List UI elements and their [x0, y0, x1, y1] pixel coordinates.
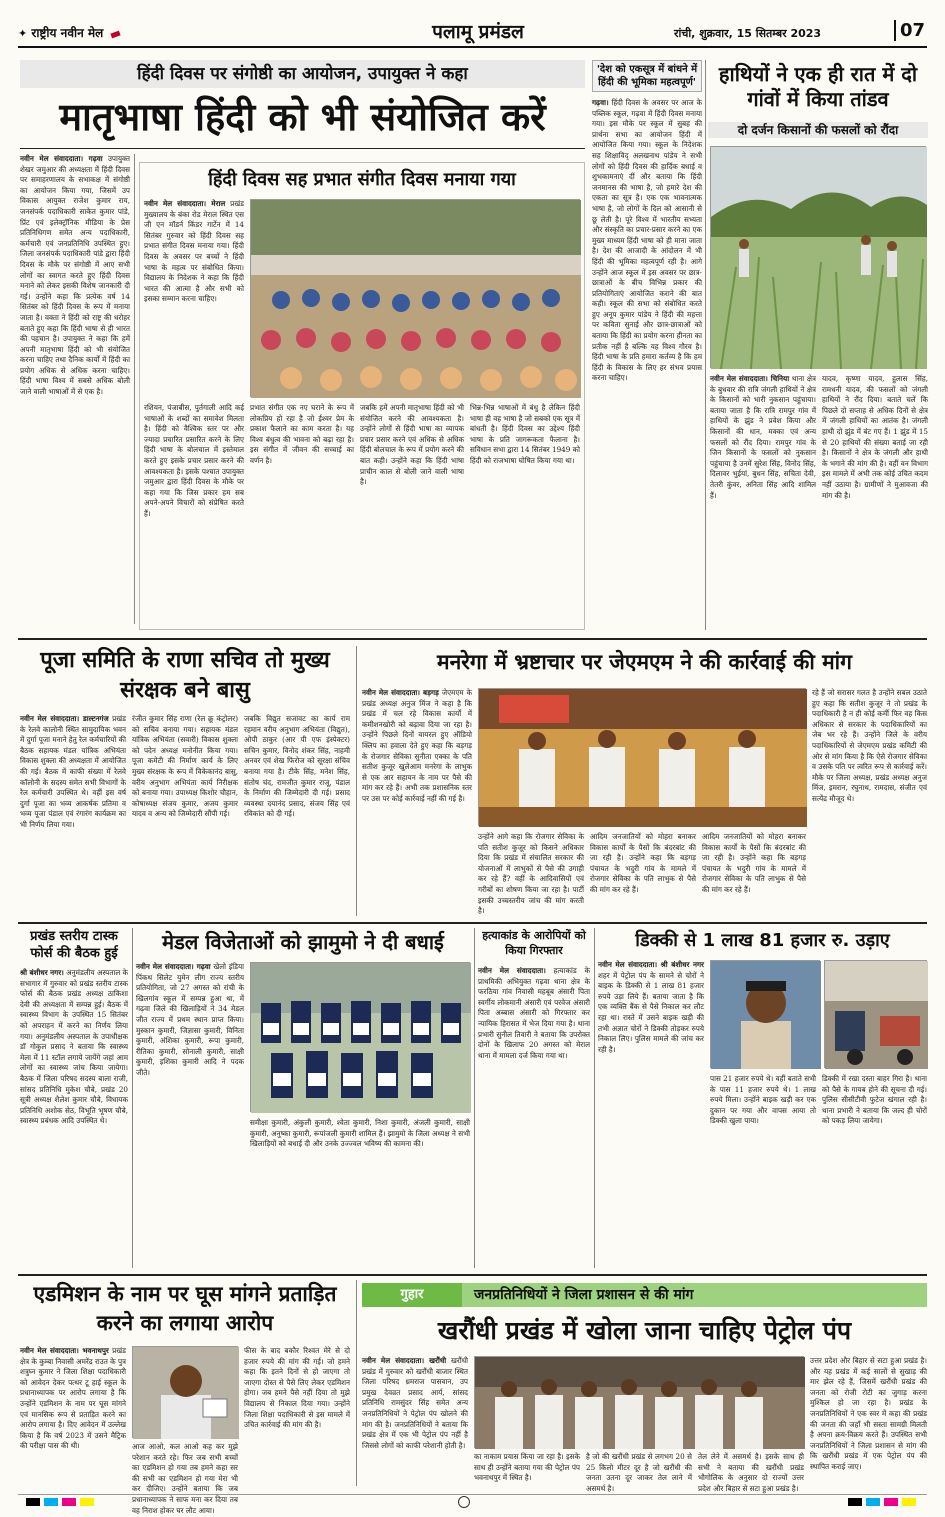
masthead	[18, 18, 927, 48]
story4-col1: नवीन मेल संवाददाता। चिनिया थाना क्षेत्र के बुधवार की रात्रि जंगली हाथियों ने क्षेत्र के किसानों को भारी नुकसान पहुंचाया। बताया जाता है कि रात्रि रामपुर गांव में हाथियों के झुंड ने प्रवेश किया और किसानों की धान, मक्का एवं अन्य फसलों को रौंद दिया। रामपुर गांव के जिन किसानों के फसलों को नुकसान पहुंचाया है उनमें सुरेश सिंह, विनोद सिंह, दिलावर भुईयां, बुधन सिंह, सचिता देवी, तेतरी कुंवर, अनिता सिंह आदि शामिल हैं।	[710, 374, 816, 500]
story4-col2: यादव, कृष्णा यादव, हुलास सिंह, रामधनी यादव, की फसलों को जंगली हाथियों ने रौंद दिया। बताते चलें कि पिछले दो सप्ताह से अधिक दिनों से क्षेत्र में जंगली हाथियों का आतंक है। जंगली हाथी दो झुंड में बंट गए हैं। 1 झुंड में 15 से 20 हाथियों की संख्या बताई जा रही है। किसानों ने क्षेत्र के जंगली और हाथी के भगाने की मांग की है। वहीं वन विभाग इस मामले में अभी तक कोई उचित कदम नहीं उठाया है। ग्रामीणों ने मुआवजा की मांग की है।	[822, 374, 928, 500]
story12-tag: गुहार	[362, 1283, 462, 1307]
story9-headline: हत्याकांड के आरोपियों को किया गिरफ्तार	[482, 929, 586, 957]
story2-headline: हिंदी दिवस सह प्रभात संगीत दिवस मनाया गया	[208, 169, 516, 190]
story8-col2: समीक्षा कुमारी, अंकुली कुमारी, श्वेता कुमारी, निशा कुमारी, अंजली कुमारी, साक्षी कुमारी, अनुष्का कुमारी, रूपांजली कुमारी शामिल हैं। झामुमो के जिला अध्यक्ष ने सभी खिलाड़ियों को बधाई दी और उनके उज्ज्वल भविष्य की कामना की।	[250, 1118, 470, 1149]
story2-col1: नवीन मेल संवाददाता। मेराल प्रखंड मुख्यालय के बंका रोड मेराल स्थित एस जी एन मॉडर्न किंडर गार्टेन में 14 सितंबर गुरुवार को हिंदी दिवस सह प्रभात संगीत दिवस मनाया गया। हिंदी दिवस के अवसर पर बच्चों ने हिंदी भाषा के महत्व पर संबोधित किया। विद्यालय के निदेशक ने कहा कि हिंदी भारत की आत्मा है और सभी को इसका सम्मान करना चाहिए।	[144, 199, 244, 304]
color-swatch-magenta-2	[884, 1498, 898, 1506]
street-scene-photo-art	[825, 961, 928, 1069]
story6-col3: आदिम जनजातियों को मोहरा बनाकर विकास कार्यों के पैसों कि बंदरबांट की जा रही है। उन्होंने कहा कि बड़गड़ पंचायत के भदुरी गांव के मामले में रोजगार सेविका के पति लाभुक से पैसे की मांग कर रहे हैं।	[590, 832, 696, 894]
story4-headline: हाथियों ने एक ही रात में दो गांवों में किया तांडव	[718, 62, 918, 111]
bird-icon: ✦	[18, 27, 28, 40]
story1-headline: मातृभाषा हिंदी को भी संयोजित करें	[59, 95, 546, 139]
story5-col2: रंजीत कुमार सिंह राणा (रेल क्रू कंट्रोलर) को सचिव बनाया गया। सहायक मंडल यांत्रिक अभियंता (सवारी) विकास शुक्ला को पदेन अध्यक्ष मनोनीत किया गया। पूजा कमेटी की निर्माण कार्य के लिए मुख्य संरक्षक के रूप में विकेकानंद बासु, वरीय अनुभाग अभियंता कार्य निरीक्षक को बनाया गया। उपाध्यक्ष किशोर चौहान, कोषाध्यक्ष संजय कुमार, अजय कुमार यादव व अन्य को जिम्मेदारी सौंपी गई।	[132, 714, 238, 819]
story7-headline: प्रखंड स्तरीय टास्क फोर्स की बैठक हुई	[30, 929, 118, 961]
story10-col1: नवीन मेल संवाददाता। श्री बंशीधर नगर शहर में पेट्रोल पंप के सामने से चोरों ने बाइक के डिक्की से 1 लाख 81 हजार रुपये उड़ा लिये हैं। बताया जाता है कि एक व्यक्ति बैंक से पैसे निकाल कर लौट रहा था। रास्ते में उसने बाइक खड़ी की तभी अज्ञात चोरों ने डिक्की तोड़कर रुपये निकाल लिए। पुलिस मामले की जांच कर रही है।	[598, 960, 704, 1054]
story6-col1: नवीन मेल संवाददाता। बड़गड़ जेएमएम के प्रखंड अध्यक्ष अनुज मिंज ने कहा है कि प्रखंड में चल रहे विकास कार्यों में कमीशनखोरी को बढ़ावा दिया जा रहा है। उन्होंने पिछले दिनों वायरल हुए ऑडियो क्लिप का हवाला देते हुए कहा कि बड़गड़ के रोजगार सेविका सुनीता एक्का के पति सतीश कुजूर खुलेआम मनरेगा के लाभुक से एक आर सहायन के नाम पर पैसे की मांग कर रहे हैं। अभी तक प्रशासनिक स्तर पर उस पर कोई कार्रवाई नहीं की गई है।	[362, 688, 472, 803]
story12-col4: तेल लेने में असमर्थ है। इसके साथ ही सभी ने बताया की खरौंधी प्रखंड भौगोलिक के अनुसार दो राज्यों उत्तर प्रदेश और बिहार से सटा हुआ प्रखंड है।	[698, 1452, 804, 1493]
story10-headline: डिक्की से 1 लाख 81 हजार रु. उड़ाए	[635, 930, 890, 951]
red-dash-icon	[111, 31, 121, 39]
story3-headline: 'देश को एकसूत्र में बांधने में हिंदी की भूमिका महत्वपूर्ण'	[592, 60, 702, 92]
story2-col3: प्रभात संगीत एक नए घराने के रूप में लोकप्रिय हो रहा है जो ईश्वर प्रेम के प्रकाश फैलाने का काम करता है। यह विश्व बंधुत्व की भावना को बढ़ा रहा है। इस संगीत में जीवन की सच्चाई का वर्णन है।	[250, 403, 354, 465]
students-photo-art	[251, 200, 581, 398]
story3-body: गढ़वा। हिंदी दिवस के अवसर पर आज के पब्लिक स्कूल, गढ़वा में हिंदी दिवस मनाया गया। इस मौके पर स्कूल में सुबह की प्रार्थना सभा का आयोजन हिंदी में आयोजित किया गया। स्कूल के निदेशक सह शिक्षाविद् अलखनाथ पांडेय ने सभी लोगों को हिंदी दिवस की हार्दिक बधाई व शुभकामनाएं दीं और बताया कि हिंदी जनमानस की भाषा है, जो हमारे देश की एकता का सूत्र है। एक एक भावनात्मक भाषा है, जो लोगों के दिल को आसानी से छू लेती है। पूरे विश्व में भारतीय सभ्यता और संस्कृति का प्रचार-प्रसार करने का एक मुख्य माध्यम हिंदी भाषा को ही माना जाता है। देश की आजादी के आंदोलन में भी हिंदी की भूमिका महत्वपूर्ण रही है। आगे उन्होंने आज स्कूल में इस अवसर पर छात्र-छात्राओं के बीच विभिन्न प्रकार की प्रतियोगिताएं आयोजित कराने की बात कही। स्कूल की सभा को संबोधित करते हुए अनूप कुमार पांडेय ने हिंदी की महत्ता पर कविता सुनाई और छात्र-छात्राओं को बताया कि हिंदी का प्रयोग करना हीनता का प्रतीक नहीं है बल्कि यह विश्व गौरव है। हिंदी भाषा के प्रति हमारा कर्तव्य है कि हम हिंदी के विकास के लिए हर संभव प्रयास करना चाहिए।	[592, 98, 702, 383]
print-registration-strip	[18, 1494, 927, 1508]
story9-body: नवीन मेल संवाददाता। हत्याकांड के प्राथमिकी अभियुक्त गढ़वा थाना क्षेत्र के फरठिया गांव निवासी महबूब अंसारी पिता स्वर्गीय लोकमानी अंसारी एवं परवेज अंसारी पिता अब्बास अंसारी को गिरफ्तार कर न्यायिक हिरासत में भेज दिया गया है। थाना प्रभारी सुनील तिवारी ने बताया कि उपरोक्त दोनों के खिलाफ 20 अगस्त को मेराल थाना में मामला दर्ज किया गया था।	[478, 966, 590, 1060]
section-title: पलामू प्रमंडल	[432, 21, 524, 43]
story1-byline: नवीन मेल संवाददाता। गढ़वा	[20, 154, 103, 163]
story1-text: उपायुक्त शेखर जमुआर की अध्यक्षता में हिंदी दिवस पर समाहरणालय के सभाकक्ष में संगोष्ठी का आयोजन किया गया, जिसमें उप विकास आयुक्त राजेश कुमार राय, जनसंपर्क पदाधिकारी साकेत कुमार पांडे, प्रिंट एवं इलेक्ट्रॉनिक मीडिया के प्रेस प्रतिनिधिगण समेत अन्य पदाधिकारी, कर्मचारी एवं जनप्रतिनिधि उपस्थित हुए। जिला जनसंपर्क पदाधिकारी पांडे द्वारा हिंदी दिवस के मौके पर संगोष्ठी में आए सभी लोगों का स्वागत करते हुए हिंदी दिवस मनाने को लेकर इसकी विशेष जानकारी दी गई। उन्होंने कहा कि प्रत्येक वर्ष 14 सितंबर को हिंदी दिवस के रूप में मनाया जाता है। वक्ता ने हिंदी को राष्ट्र की धरोहर बताते हुए कहा कि हिंदी भाषा से ही भारत की पहचान है। उपायुक्त ने कहा कि हमें अपनी मातृभाषा हिंदी को भी संयोजित करना चाहिए तथा दैनिक कार्यों में हिंदी का प्रयोग अधिक से अधिक करना चाहिए। हिंदी भाषा विश्व में सबसे अधिक बोली जाने वाली भाषाओं में से एक है।	[20, 154, 130, 397]
story12-col1: नवीन मेल संवाददाता। खरौंधी खरौंधी प्रखंड में गुरुवार को खरौंधी बाजार स्थित जिला परिषद ध्रमराज पासवान, उप प्रमुख देवव्रत प्रसाद आर्य, सांसद प्रतिनिधि रामसुंदर सिंह समेत अन्य जनप्रतिनिधियों ने पेट्रोल पंप खोलने की मांग की है। जनप्रतिनिधियों ने बताया कि प्रखंड क्षेत्र में एक भी पेट्रोल पंप नहीं है जिससे लोगों को काफी परेशानी होती है।	[362, 1356, 468, 1450]
story11-photo-student	[132, 1346, 238, 1438]
story4-photo-field	[710, 146, 926, 368]
story11-col2: फीस के बाद बकौर रिश्वत मेरे से दो हजार रुपये की मांग की गई। जो हमने कहा कि इतने दिनों से हो जाएगा तो जाएगा दोस्त से पैसे लिए लेकर एडमिशन होगा। जब हमने पैसे नहीं दिया तो मुझे विद्यालय से निकाल दिया गया। उन्होंने जिला शिक्षा पदाधिकारी से इस मामले में उचित कार्रवाई की मांग की है।	[244, 1346, 350, 1430]
story2-col4: जबकि हमें अपनी मातृभाषा हिंदी को भी संयोजित करने की आवश्यकता है। उन्होंने लोगों से हिंदी भाषा का व्यापक प्रचार प्रसार करने एवं अधिक से अधिक हिंदी बोलचाल के रूप में प्रयोग करने की बात कही। उन्होंने कहा कि हिंदी भाषा प्राचीन काल से बोली जाने वाली भाषा है।	[360, 403, 464, 487]
man-portrait-art	[711, 961, 821, 1069]
student-photo-art	[133, 1347, 239, 1439]
registration-mark-icon	[458, 1496, 470, 1508]
story6-col4: रहे हैं जो सरासर गलत है उन्होंने सबल उठाते हुए कहा कि सतीश कुजूर ने तो प्रखंड के पदाधिकारी है न ही कोई कर्मी फिर वह किस अधिकार से सरकार के पदाधिकारियों का जेब भर रहे हैं। उन्होंने जिले के वरीय पदाधिकारियों से जेएमएम प्रखंड कमिटी की ओर से मांग किया है कि ऐसे रोजगार सेविका व उसके पति पर त्वरित रूप से कार्रवाई करें। मौके पर जिला अध्यक्ष, प्रखंड अध्यक्ष अनुज मिंज, इमरान, रघुनाथ, रामदास, संजीत एवं सत्येंद्र मौजूद थे।	[812, 688, 927, 803]
story12-col5: उत्तर प्रदेश और बिहार से सटा हुआ प्रखंड है। और यह प्रखंड में कई सालों से सुखाड़ की मार झेल रहे हैं, जिसमें खरौंधी प्रखंड की जनता को रोजी रोटी का जुगाड़ करना मुश्किल हो जा रहा है। प्रखंड के जनप्रतिनिधियों ने एक स्वर में कहा की प्रखंड की जनता की जहाँ भी सस्ता सामग्री मिलती है अपना क्रय-विक्रय करते हैं। उपस्थित सभी जनप्रतिनिधियों ने जिला प्रशासन से मांग की कि खरौंधी प्रखंड में एक पेट्रोल पंप की स्थापित कराई जाए।	[810, 1356, 927, 1471]
color-swatch-yellow-2	[902, 1498, 916, 1506]
color-swatch-cyan-2	[866, 1498, 880, 1506]
paper-logo	[18, 24, 120, 41]
story12-headline: खरौंधी प्रखंड में खोला जाना चाहिए पेट्रोल पंप	[437, 1316, 852, 1345]
story4-subhead: दो दर्जन किसानों की फसलों को रौंदा	[708, 122, 928, 138]
story8-col1: नवीन मेल संवाददाता। गढ़वा खेलो इंडिया पिंकथ सिलेट युमेन लीग राज्य स्तरीय प्रतियोगिता, जो 27 अगस्त को रांची के खिलगांव स्कूल में सम्पन्न हुआ था, में गढ़वा जिले की खिलाड़ियों ने 34 मेडल जीत राज्य में प्रथम स्थान प्राप्त किया। मुस्कान कुमारी, जिज्ञासा कुमारी, विनिता कुमारी, अंशिका कुमारी, रूपा कुमारी, रीतिका कुमारी, सोनाली कुमारी, साक्षी कुमारी, इशिका कुमारी आदि ने पदक जीते।	[136, 962, 244, 1077]
story6-col2: उन्होंने आगे कहा कि रोजगार सेविका के पति सतीश कुजूर को किसने अधिकार दिया कि प्रखंड में संचालित सरकार की योजनाओं में लाभुकों से पैसे की उगाही कर रहे हैं? वहीं के आदिवासियों एवं गरीबों का शोषण किया जा रहा है। पार्टी इसकी उच्चस्तरीय जांच की मांग करती है।	[478, 832, 584, 916]
jmm-meeting-photo-art	[479, 689, 807, 827]
story12-photo-group	[474, 1356, 804, 1448]
color-swatch-black	[26, 1498, 40, 1506]
story11-col3: आज आओ, कल आओ कह कर मुझे परेशान करते रहे। फिर जब सभी बच्चों का एडमिशन हो गया तब हमने कहा सर की सभी का एडमिशन हो गया मेरा भी कर दीजिए। उन्होंने बताया कि जब प्रधानाध्यापक ने साफ मना कर दिया तब वह निराश होकर घर लौट आया।	[132, 1442, 238, 1515]
crop-field-photo-art	[711, 147, 927, 369]
story5-headline: पूजा समिति के राणा सचिव तो मुख्य संरक्षक बने बासु	[40, 648, 330, 703]
medalists-photo-art	[251, 963, 471, 1113]
story5-col3: जबकि विद्युत सजावट का कार्य राम रहमान वरीय अनुभाग अभियंता (विद्युत), ओपी ठाकुर (आर पी एफ इंस्पेक्टर) सचिन कुमार, विनोद शंकर सिंह, नाहमी अनवर एवं शेख फिरोज को सूरक्षा संचिव बनाया गया है। टीके सिंह, मनेश सिंह, संतोष चंद, रामजीत कुमार राजू, पंडाल के निर्माण की जिम्मेदारी दी गई। प्रसाद व्यवस्था दयानंद प्रसाद, संजय सिंह एवं रविकांत को दी गई।	[244, 714, 350, 819]
color-swatch-magenta	[62, 1498, 76, 1506]
dateline: रांची, शुक्रवार, 15 सितम्बर 2023	[674, 27, 822, 40]
story2-byline: नवीन मेल संवाददाता। मेराल	[144, 199, 226, 208]
color-swatch-black-2	[848, 1498, 862, 1506]
story8-headline: मेडल विजेताओं को झामुमो ने दी बधाई	[162, 930, 444, 954]
group-photo-art	[475, 1357, 805, 1449]
page-number: 07	[894, 20, 925, 41]
story3	[592, 60, 702, 630]
story6-headline: मनरेगा में भ्रष्टाचार पर जेएमएम ने की कार्रवाई की मांग	[437, 650, 852, 674]
story12-kicker: जनप्रतिनिधियों ने जिला प्रशासन से की मांग	[474, 1287, 694, 1303]
story2-photo-students	[250, 199, 580, 397]
story10-col3: डिक्की में रखा दस्ता बाहर गिरा है। थाना को पैसे के गायब होने की सूचना दी गई। पुलिस सीसीटीवी फुटेज खंगाल रही है। थाना प्रभारी ने बताया कि जल्द ही चोरों को पकड़ लिया जायेगा।	[822, 1074, 927, 1126]
paper-name: राष्ट्रीय नवीन मेल	[31, 26, 104, 40]
story10-photo-victim	[710, 960, 820, 1068]
color-swatch-cyan	[44, 1498, 58, 1506]
story5-col1: नवीन मेल संवाददाता। डाल्टनगंज प्रखंड के रेलवे कालोनी स्थित सामुदायिक भवन में दुर्गा पूजा मनाने हेतु रेल कर्मचारियों की बैठक सहायक मंडल यांत्रिक अभियंता विकास शुक्ला की अध्यक्षता में आयोजित की गई। बैठक में काफी संख्या में रेलवे कॉलोनी के सदस्य समेत सभी विभागों के रेल कर्मचारी उपस्थित थे। वहीं इस वर्ष दुर्गा पूजा का भव्य आकर्षक प्रतिमा व भव्य पूजा पंडाल एवं रंगारंग कार्यक्रम का भी निर्णय लिया गया।	[20, 714, 126, 829]
story11-headline: एडमिशन के नाम पर घूस मांगने प्रताड़ित करने का लगाया आरोप	[33, 1282, 337, 1335]
story1-body	[20, 154, 130, 624]
story7-body: श्री बंशीधर नगर। अनुमंडलीय अस्पताल के सभागार में गुरुवार को प्रखंड स्तरीय टास्क फोर्स की बैठक प्रखंड अध्यक्ष ठाकिशा देवी की अध्यक्षता में सम्पन्न हुई। बैठक में स्वास्थ्य विभाग के उपस्थित 15 सितंबर को अपराहन में करने का निर्णय लिया गया। अनुमंडलीय अस्पताल के उपाधीक्षक डॉ गोकुल प्रसाद ने बताया कि स्वास्थ्य मेला में 11 स्टॉल लगाये जायेंगे जहां आम लोगों का स्वास्थ्य जांच किया जायेगा। बैठक में जिला परिषद सदस्य बाला राजी, सांसद प्रतिनिधि मुकेश चौबे, प्रखंड 20 सूत्री अध्यक्ष शैलेश कुमार चौबे, विधायक प्रतिनिधि अशोक सेठ, विभूति भूषण चौबे, स्वास्थ्य प्रबंधक आदि उपस्थित थे।	[20, 968, 128, 1126]
story2-col2: रशियन, पंजाबीस, पुर्तगाली आदि कई भाषाओं के शब्दों का समावेश मिलता है। हिंदी को वैश्विक स्तर पर और ज्यादा प्रचारित प्रसारित करने के लिए हिंदी भाषा के बोलचाल में इस्तेमाल करते हुए इसके प्रचार प्रसार करने की आवश्यकता है। इसके पश्चात उपायुक्त जमुआर द्वारा हिंदी दिवस के मौके पर कहा गया कि जिस प्रकार हम सब अपने-अपने विचारों को संप्रेषित करते हैं।	[144, 403, 244, 518]
story10-photo-scene	[824, 960, 927, 1068]
story12-col3: है जो की खरौंधी प्रखंड से लगभग 20 से 25 किलो मीटर दूर है जो खरौंधी की जनता उतना दूर जाकर तेल लाने में असमर्थ है।	[586, 1452, 692, 1493]
story12-col2: का नाकाम प्रयास किया जा रहा है। इसके साथ ही उन्होंने बताया गया की पेट्रोल पंप भवनाथपुर में स्थित है।	[474, 1452, 580, 1483]
story2-col5: भिन्न-भिन्न भाषाओं में बंधु है लेकिन हिंदी भाषा ही वह भाषा है जो सबको एक सूत्र में बांधती है। हिंदी दिवस का उद्देश्य हिंदी भाषा के प्रति जागरूकता फैलाना है। सविधान सभा द्वारा 14 सितंबर 1949 को हिंदी को राजभाषा घोषित किया गया था।	[470, 403, 580, 465]
story2-box	[139, 162, 585, 630]
story6-col3b: आदिम जनजातियों को मोहरा बनाकर विकास कार्यों के पैसों कि बंदरबांट की जा रही है। उन्होंने कहा कि बड़गड़ पंचायत के भदुरी गांव के मामले में रोजगार सेविका के पति लाभुक से पैसे की मांग कर रहे हैं।	[702, 832, 806, 894]
story12-kicker-bar	[362, 1283, 927, 1307]
story1-kicker: हिंदी दिवस पर संगोष्ठी का आयोजन, उपायुक्त ने कहा	[20, 60, 585, 88]
story6-photo-jmm	[478, 688, 806, 826]
story10-col2: पास 21 हजार रुपये थे। वहीं बताते सभी के पास 11 हजार रुपये थे। 1 लाख रुपये मिला। उन्होंने बाइक खड़ी कर एक दुकान पर गया और वापस आया तो डिक्की खुला पाया।	[710, 1074, 816, 1126]
story11-col1: नवीन मेल संवाददाता। भवनाथपुर प्रखंड क्षेत्र के कुम्बा निवासी अमरेंद्र राउत के पुत्र शत्रुघ्न कुमार ने जिला शिक्षा पदाधिकारी को आवेदन देकर पत्थर टू हाई स्कूल के प्रधानाध्यापक पर आरोप लगाया है कि उन्होंने एडमिशन के नाम पर घूस मांगने एवं मानसिक रूप से प्रताड़ित करने का आरोप लगाया है। दिए आवेदन में उल्लेख किया है कि वर्ष 2023 में उसने मैट्रिक की परीक्षा पास की थी।	[20, 1346, 126, 1451]
story8-photo-medalists	[250, 962, 470, 1112]
color-swatch-yellow	[80, 1498, 94, 1506]
